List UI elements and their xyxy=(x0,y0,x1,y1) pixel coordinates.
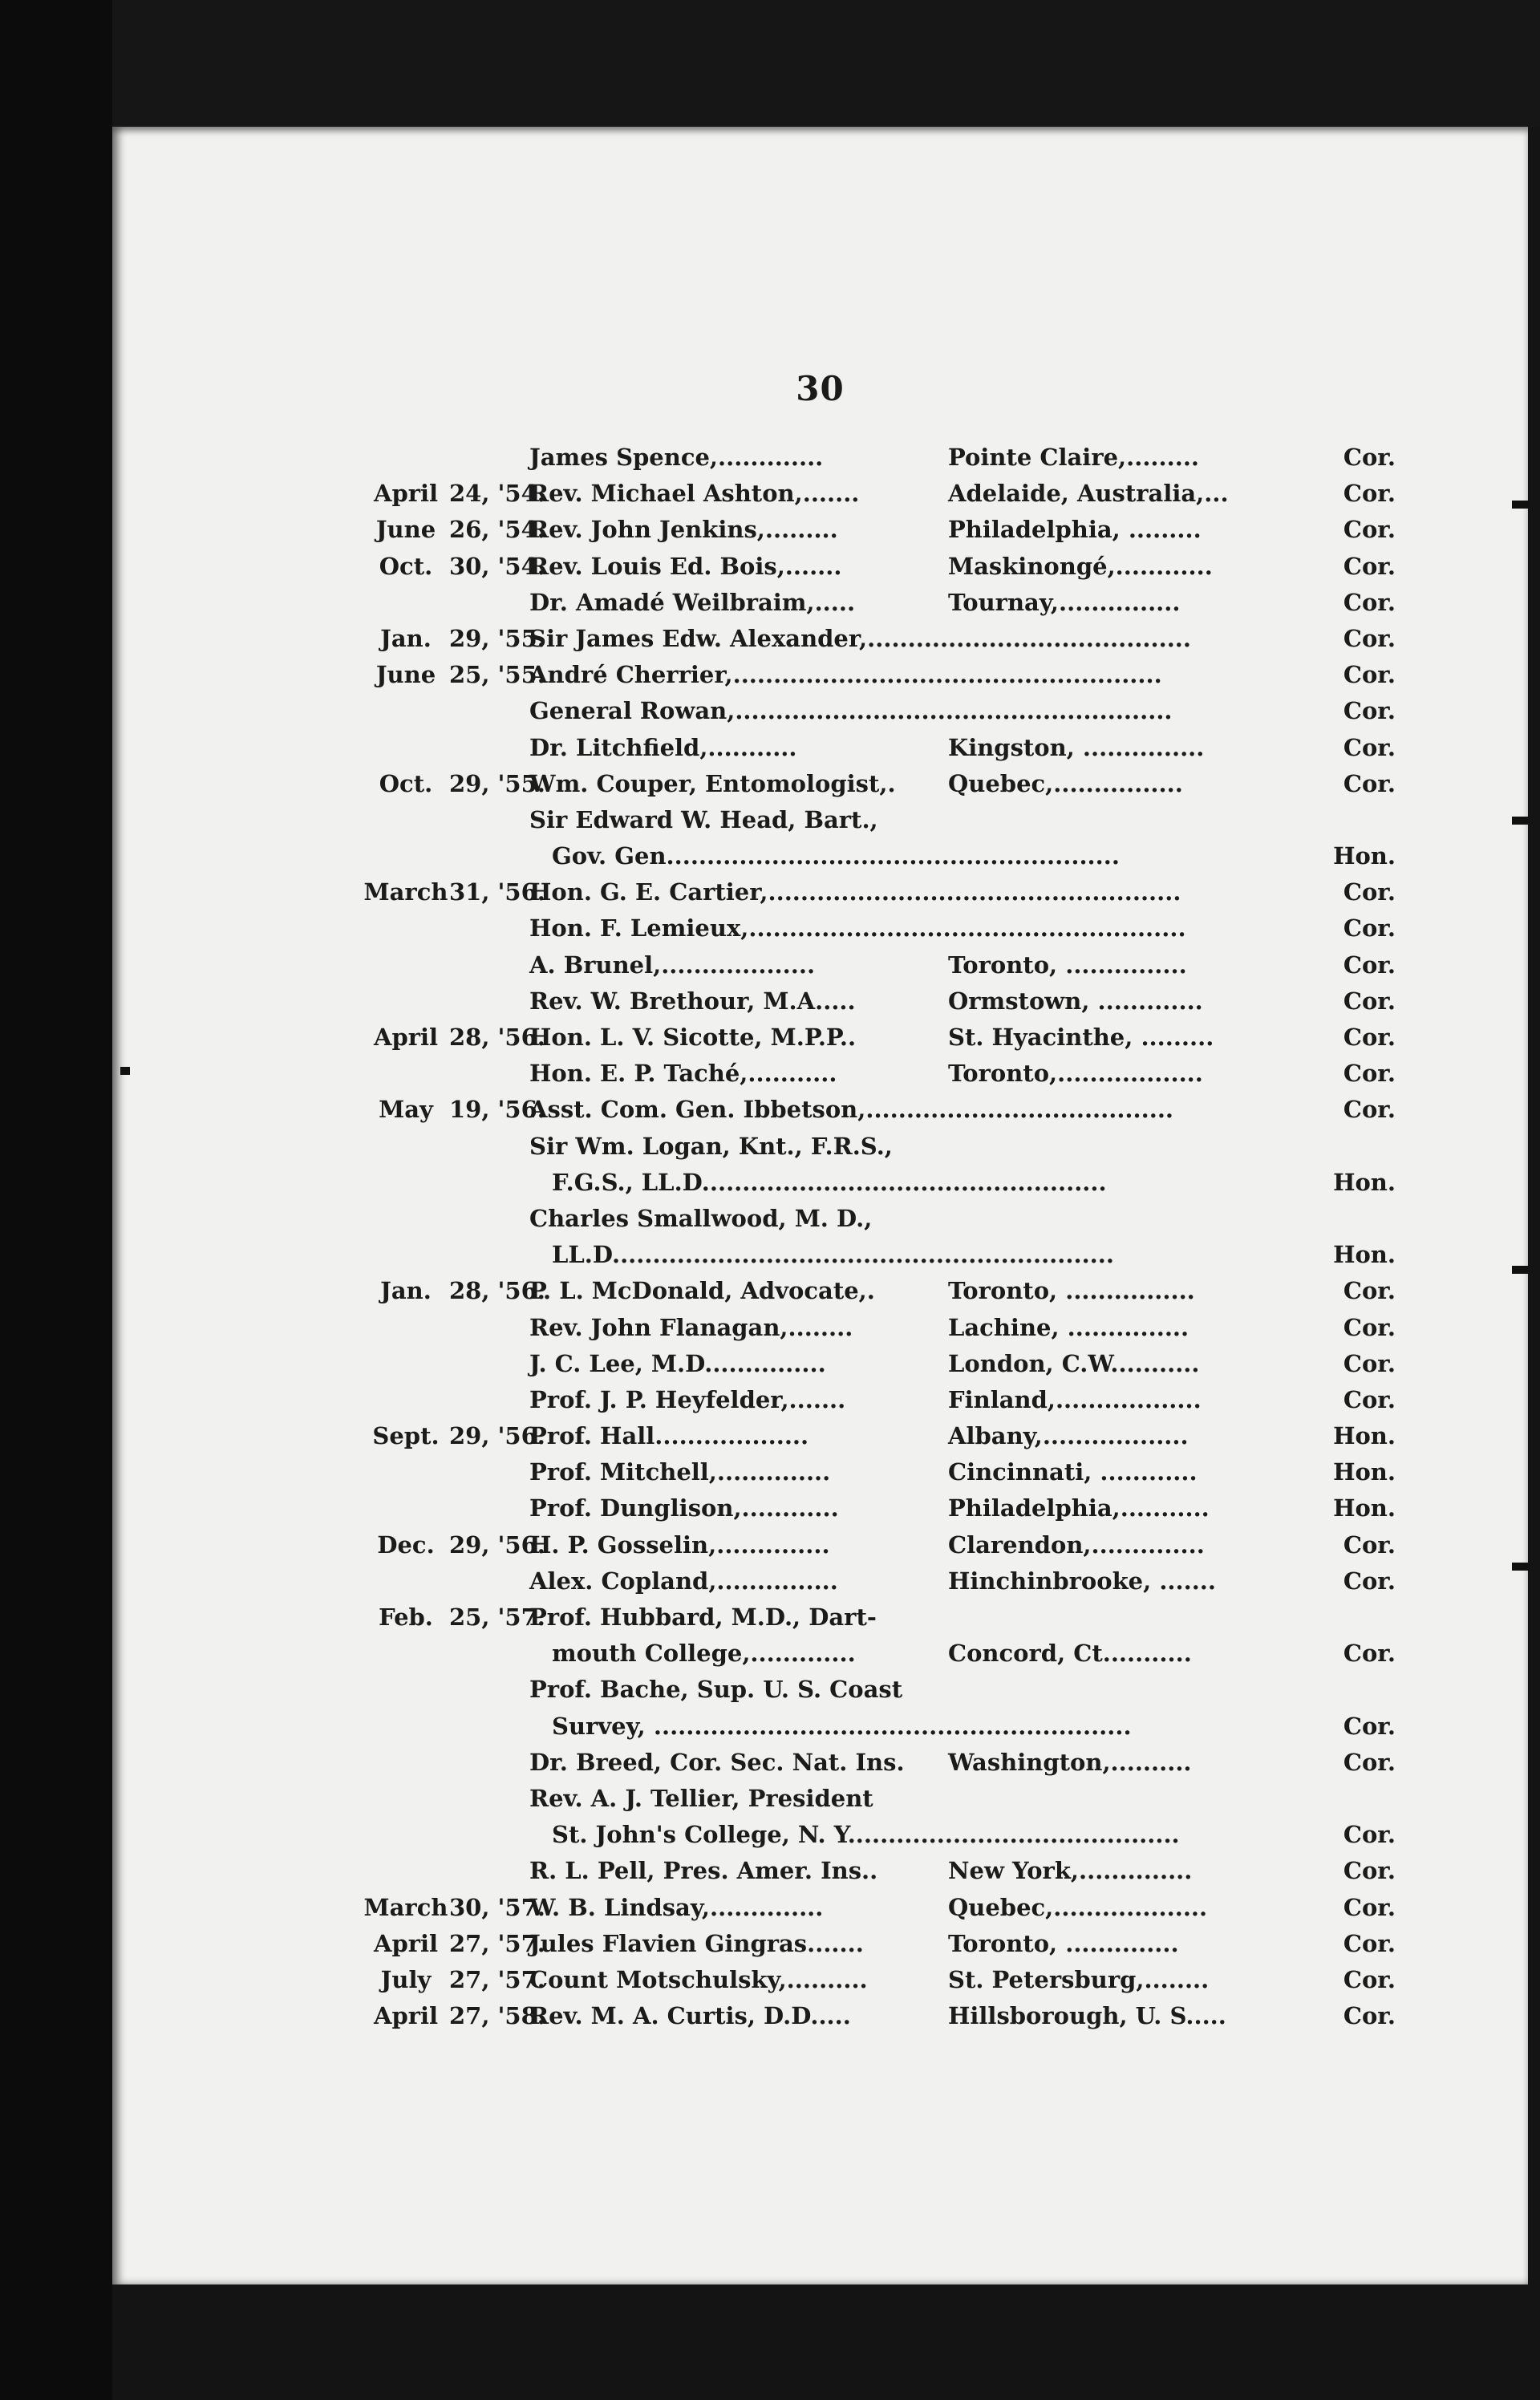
entry-class: Cor. xyxy=(1343,1965,1396,1993)
entry-date: 28, '56. xyxy=(449,1277,545,1305)
entry-class: Cor. xyxy=(1343,1385,1396,1413)
entry-name: Rev. John Jenkins,......... xyxy=(529,516,838,544)
entry-place: Adelaide, Australia,... xyxy=(948,480,1229,508)
entry-date: 29, '55. xyxy=(449,624,545,652)
list-item xyxy=(361,1709,1396,1745)
entry-class: Cor. xyxy=(1343,1821,1396,1849)
entry-date: 29, '56. xyxy=(449,1422,545,1450)
list-item xyxy=(361,802,1396,838)
list-item xyxy=(361,838,1396,874)
entry-name: Charles Smallwood, M. D., xyxy=(529,1204,873,1232)
list-item xyxy=(361,1563,1396,1599)
entry-class: Cor. xyxy=(1343,1096,1396,1124)
entry-name: Alex. Copland,............... xyxy=(529,1567,838,1595)
entry-place: Washington,.......... xyxy=(948,1748,1192,1776)
list-item xyxy=(361,1310,1396,1346)
entry-class: Cor. xyxy=(1343,769,1396,797)
margin-mark xyxy=(1512,501,1530,509)
entry-name: Dr. Amadé Weilbraim,..... xyxy=(529,588,856,616)
entry-date: 27, '57. xyxy=(449,1965,545,1993)
entry-name: Prof. Dunglison,............ xyxy=(529,1494,839,1522)
entry-name: André Cherrier,..................................................... xyxy=(529,661,1162,689)
entry-month: June xyxy=(375,661,436,689)
entry-name: F.G.S., LL.D.................................................. xyxy=(552,1168,1107,1196)
entry-date: 28, '56. xyxy=(449,1024,545,1051)
entry-month: June xyxy=(375,516,436,544)
scan-border xyxy=(112,0,1540,127)
entry-name: Sir James Edw. Alexander,........................................ xyxy=(529,624,1191,652)
list-item xyxy=(361,621,1396,657)
entry-class: Cor. xyxy=(1343,1640,1396,1668)
list-item xyxy=(361,1165,1396,1201)
list-item xyxy=(361,512,1396,548)
entry-class: Hon. xyxy=(1333,1458,1396,1486)
list-item xyxy=(361,1418,1396,1454)
list-item xyxy=(361,1599,1396,1636)
entry-month: Oct. xyxy=(379,769,433,797)
entry-name: Jules Flavien Gingras....... xyxy=(529,1929,864,1957)
list-item xyxy=(361,1527,1396,1563)
list-item xyxy=(361,657,1396,693)
list-item xyxy=(361,1853,1396,1889)
list-item xyxy=(361,1998,1396,2034)
margin-mark xyxy=(120,1067,130,1075)
list-item xyxy=(361,1817,1396,1853)
entry-place: Philadelphia, ......... xyxy=(948,516,1202,544)
entry-class: Cor. xyxy=(1343,1313,1396,1341)
entry-month: April xyxy=(373,480,439,508)
entry-month: March xyxy=(363,878,448,906)
entry-date: 29, '55. xyxy=(449,769,545,797)
list-item xyxy=(361,1273,1396,1309)
entry-month: March xyxy=(363,1893,448,1921)
entry-name: Rev. Michael Ashton,....... xyxy=(529,480,860,508)
entry-place: Concord, Ct........... xyxy=(948,1640,1192,1668)
list-item xyxy=(361,1129,1396,1165)
entry-class: Cor. xyxy=(1343,1567,1396,1595)
entry-class: Cor. xyxy=(1343,951,1396,979)
entry-name: Sir Wm. Logan, Knt., F.R.S., xyxy=(529,1132,893,1160)
list-item xyxy=(361,1926,1396,1962)
entry-month: Oct. xyxy=(379,552,433,580)
entry-month: Feb. xyxy=(379,1603,433,1631)
list-item xyxy=(361,1490,1396,1526)
entry-class: Hon. xyxy=(1333,1422,1396,1450)
entry-class: Cor. xyxy=(1343,1060,1396,1088)
entry-place: Cincinnati, ............ xyxy=(948,1458,1198,1486)
entry-place: St. Hyacinthe, ......... xyxy=(948,1024,1214,1051)
entry-date: 24, '54. xyxy=(449,480,545,508)
list-item xyxy=(361,730,1396,766)
list-item xyxy=(361,440,1396,476)
entry-month: April xyxy=(373,2002,439,2030)
list-item xyxy=(361,1237,1396,1273)
entry-class: Cor. xyxy=(1343,624,1396,652)
list-item xyxy=(361,1382,1396,1418)
entry-name: Rev. W. Brethour, M.A..... xyxy=(529,987,856,1015)
entry-name: Sir Edward W. Head, Bart., xyxy=(529,805,878,833)
entry-name: R. L. Pell, Pres. Amer. Ins.. xyxy=(529,1857,878,1885)
entry-month: April xyxy=(373,1024,439,1051)
document-page xyxy=(112,127,1528,2284)
list-item xyxy=(361,549,1396,585)
entry-place: Philadelphia,........... xyxy=(948,1494,1210,1522)
entry-class: Cor. xyxy=(1343,1929,1396,1957)
list-item xyxy=(361,1890,1396,1926)
entry-name: A. Brunel,................... xyxy=(529,951,816,979)
list-item xyxy=(361,1056,1396,1092)
entry-month: April xyxy=(373,1929,439,1957)
entry-name: Hon. E. P. Taché,........... xyxy=(529,1060,837,1088)
entry-name: Rev. A. J. Tellier, President xyxy=(529,1784,873,1812)
entry-place: Quebec,................ xyxy=(948,769,1183,797)
entry-month: Dec. xyxy=(377,1530,435,1559)
entry-class: Cor. xyxy=(1343,1712,1396,1740)
entry-place: Ormstown, ............. xyxy=(948,987,1203,1015)
list-item xyxy=(361,1745,1396,1781)
entry-class: Cor. xyxy=(1343,987,1396,1015)
list-item xyxy=(361,947,1396,983)
entry-class: Cor. xyxy=(1343,588,1396,616)
list-item xyxy=(361,1020,1396,1056)
entry-place: Pointe Claire,......... xyxy=(948,444,1200,471)
entry-month: Jan. xyxy=(380,624,432,652)
entry-place: Finland,.................. xyxy=(948,1385,1202,1413)
entry-name: P. L. McDonald, Advocate,. xyxy=(529,1277,875,1305)
entry-place: Toronto, ............... xyxy=(948,951,1187,979)
entry-name: James Spence,............. xyxy=(529,444,824,471)
list-item xyxy=(361,1672,1396,1708)
entry-name: Rev. M. A. Curtis, D.D..... xyxy=(529,2002,851,2030)
entry-date: 27, '58. xyxy=(449,2002,545,2030)
entry-place: New York,.............. xyxy=(948,1857,1193,1885)
entry-place: St. Petersburg,........ xyxy=(948,1965,1210,1993)
list-item xyxy=(361,476,1396,512)
entry-date: 30, '54. xyxy=(449,552,545,580)
entry-month: Sept. xyxy=(372,1422,440,1450)
list-item xyxy=(361,983,1396,1020)
list-item xyxy=(361,1201,1396,1237)
entry-name: Survey, ........................................................... xyxy=(552,1712,1132,1740)
entry-date: 31, '56. xyxy=(449,878,545,906)
entry-class: Cor. xyxy=(1343,1893,1396,1921)
list-item xyxy=(361,1092,1396,1128)
entry-class: Cor. xyxy=(1343,1530,1396,1559)
entry-class: Cor. xyxy=(1343,697,1396,725)
entry-name: J. C. Lee, M.D............... xyxy=(529,1349,826,1377)
list-item xyxy=(361,1636,1396,1672)
entry-name: Rev. John Flanagan,........ xyxy=(529,1313,853,1341)
entry-place: Tournay,............... xyxy=(948,588,1181,616)
entry-name: Prof. Hall................... xyxy=(529,1422,809,1450)
entry-name: Wm. Couper, Entomologist,. xyxy=(529,769,896,797)
entry-date: 19, '56. xyxy=(449,1096,545,1124)
list-item xyxy=(361,766,1396,802)
entry-class: Cor. xyxy=(1343,480,1396,508)
entry-name: Rev. Louis Ed. Bois,....... xyxy=(529,552,842,580)
entry-name: Hon. L. V. Sicotte, M.P.P.. xyxy=(529,1024,857,1051)
entry-name: General Rowan,...................................................... xyxy=(529,697,1173,725)
entry-name: Hon. G. E. Cartier,................................................... xyxy=(529,878,1181,906)
entry-name: Count Motschulsky,.......... xyxy=(529,1965,868,1993)
page-number: 30 xyxy=(796,369,845,408)
entry-class: Cor. xyxy=(1343,1277,1396,1305)
list-item xyxy=(361,1962,1396,1998)
margin-mark xyxy=(1512,1563,1530,1571)
entry-name: LL.D.............................................................. xyxy=(552,1241,1114,1269)
entry-place: Toronto, ................ xyxy=(948,1277,1195,1305)
entry-class: Cor. xyxy=(1343,733,1396,761)
entry-month: May xyxy=(379,1096,433,1124)
entry-date: 26, '54. xyxy=(449,516,545,544)
entry-month: Jan. xyxy=(380,1277,432,1305)
entry-date: 30, '57. xyxy=(449,1893,545,1921)
entry-name: mouth College,............. xyxy=(552,1640,856,1668)
entry-name: Prof. J. P. Heyfelder,....... xyxy=(529,1385,846,1413)
list-item xyxy=(361,1781,1396,1817)
entry-class: Cor. xyxy=(1343,1024,1396,1051)
entry-place: London, C.W........... xyxy=(948,1349,1200,1377)
entry-date: 27, '57. xyxy=(449,1929,545,1957)
list-item xyxy=(361,910,1396,947)
entry-name: Prof. Mitchell,.............. xyxy=(529,1458,831,1486)
entry-place: Hillsborough, U. S..... xyxy=(948,2002,1226,2030)
entry-class: Hon. xyxy=(1333,842,1396,870)
list-item xyxy=(361,1454,1396,1490)
book-binding xyxy=(0,0,112,2400)
entry-place: Lachine, ............... xyxy=(948,1313,1189,1341)
entry-class: Cor. xyxy=(1343,1857,1396,1885)
entry-place: Toronto,.................. xyxy=(948,1060,1203,1088)
entry-month: July xyxy=(380,1965,432,1993)
entry-date: 29, '56. xyxy=(449,1530,545,1559)
entry-name: Prof. Hubbard, M.D., Dart- xyxy=(529,1603,877,1631)
entry-class: Cor. xyxy=(1343,516,1396,544)
entry-place: Quebec,................... xyxy=(948,1893,1208,1921)
entry-name: Prof. Bache, Sup. U. S. Coast xyxy=(529,1676,903,1704)
entry-name: Hon. F. Lemieux,...................................................... xyxy=(529,914,1186,943)
margin-mark xyxy=(1512,817,1530,825)
entry-place: Maskinongé,............ xyxy=(948,552,1213,580)
entry-class: Cor. xyxy=(1343,1748,1396,1776)
entry-class: Hon. xyxy=(1333,1494,1396,1522)
entry-class: Cor. xyxy=(1343,444,1396,471)
entry-class: Cor. xyxy=(1343,914,1396,943)
membership-list xyxy=(361,440,1396,2034)
entry-class: Cor. xyxy=(1343,878,1396,906)
entry-name: Dr. Litchfield,........... xyxy=(529,733,797,761)
entry-date: 25, '55. xyxy=(449,661,545,689)
entry-date: 25, '57. xyxy=(449,1603,545,1631)
entry-place: Hinchinbrooke, ....... xyxy=(948,1567,1216,1595)
entry-class: Cor. xyxy=(1343,552,1396,580)
list-item xyxy=(361,1346,1396,1382)
list-item xyxy=(361,874,1396,910)
entry-place: Clarendon,.............. xyxy=(948,1530,1205,1559)
entry-class: Cor. xyxy=(1343,1349,1396,1377)
margin-mark xyxy=(1512,1266,1530,1274)
entry-name: Dr. Breed, Cor. Sec. Nat. Ins. xyxy=(529,1748,905,1776)
list-item xyxy=(361,585,1396,621)
entry-place: Toronto, .............. xyxy=(948,1929,1179,1957)
entry-class: Hon. xyxy=(1333,1241,1396,1269)
entry-class: Cor. xyxy=(1343,2002,1396,2030)
entry-name: W. B. Lindsay,.............. xyxy=(529,1893,824,1921)
entry-name: Gov. Gen........................................................ xyxy=(552,842,1120,870)
entry-name: H. P. Gosselin,.............. xyxy=(529,1530,830,1559)
entry-name: St. John's College, N. Y......................................... xyxy=(552,1821,1180,1849)
entry-class: Hon. xyxy=(1333,1168,1396,1196)
entry-class: Cor. xyxy=(1343,661,1396,689)
list-item xyxy=(361,693,1396,729)
entry-place: Albany,.................. xyxy=(948,1422,1189,1450)
entry-name: Asst. Com. Gen. Ibbetson,...................................... xyxy=(529,1096,1174,1124)
entry-place: Kingston, ............... xyxy=(948,733,1205,761)
